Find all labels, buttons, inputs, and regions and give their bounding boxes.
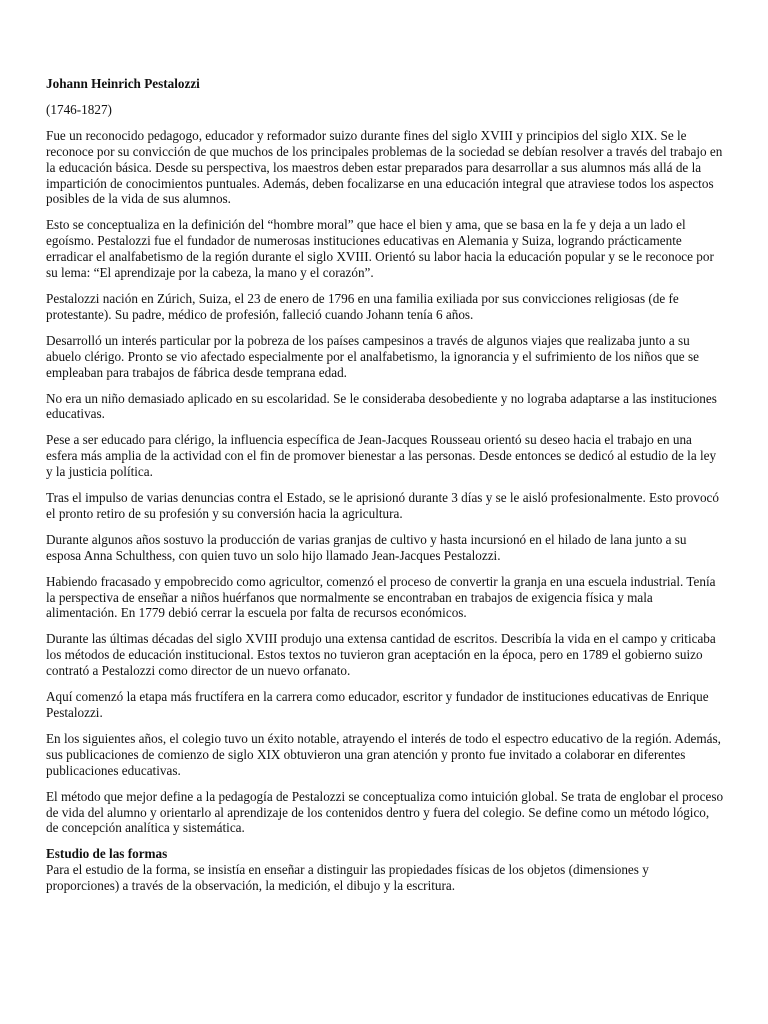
paragraph-8: Durante algunos años sostuvo la producción de varias granjas de cultivo y hasta incursionó en el hilado de lana junto a su esposa Anna Schulthess, con quien tuvo un solo hijo llamado Jean-Jacques Pestalozzi.	[46, 531, 687, 563]
paragraph-12: En los siguientes años, el colegio tuvo un éxito notable, atrayendo el interés de todo el espectro educativo de la región. Además, sus publicaciones de comienzo de siglo XIX obtuvieron una gran atención y pronto fue invitado a colaborar en diferentes publicaciones educativas.	[46, 730, 721, 778]
paragraph-7: Tras el impulso de varias denuncias contra el Estado, se le aprisionó durante 3 días y se le aisló profesionalmente. Esto provocó el pronto retiro de su profesión y su conversión hacia la agricultura.	[46, 490, 720, 521]
paragraph-13: El método que mejor define a la pedagogía de Pestalozzi se conceptualiza como intuición global. Se trata de englobar el proceso de vida del alumno y orientarlo al aprendizaje de los contenidos dentro y fuera del colegio. Se define como un método lógico, de concepción analítica y sistemática.	[46, 788, 724, 836]
document-page	[46, 76, 724, 894]
paragraph-1: Fue un reconocido pedagogo, educador y reformador suizo durante fines del siglo XVIII y principios del siglo XIX. Se le reconoce por su convicción de que muchos de los principales problemas de la sociedad se debían resolver a través del trabajo en la educación básica. Desde su perspectiva, los maestros deben estar preparados para desarrollar a sus alumnos más allá de la impartición de conocimientos puntuales. Además, deben focalizarse en una educación integral que atraviese todos los aspectos posibles de la vida de sus alumnos.	[46, 127, 723, 207]
paragraph-6: Pese a ser educado para clérigo, la influencia específica de Jean-Jacques Rousseau orientó su deseo hacia el trabajo en una esfera más amplia de la actividad con el fin de promover bienestar a las personas. Desde entonces se dedicó al estudio de la ley y la justicia política.	[46, 432, 717, 480]
life-dates: (1746-1827)	[46, 101, 112, 117]
paragraph-2: Esto se conceptualiza en la definición del “hombre moral” que hace el bien y ama, que se basa en la fe y deja a un lado el egoísmo. Pestalozzi fue el fundador de numerosas instituciones educativas en Alemania y Suiza, logrando prácticamente erradicar el analfabetismo de la región durante el siglo XVIII. Orientó su labor hacia la educación popular y se le reconoce por su lema: “El aprendizaje por la cabeza, la mano y el corazón”.	[46, 217, 714, 281]
paragraph-10: Durante las últimas décadas del siglo XVIII produjo una extensa cantidad de escritos. Describía la vida en el campo y criticaba los métodos de educación institucional. Estos textos no tuvieron gran aceptación en la época, pero en 1789 el gobierno suizo contrató a Pestalozzi como director de un nuevo orfanato.	[46, 631, 716, 679]
paragraph-11: Aquí comenzó la etapa más fructífera en la carrera como educador, escritor y fundador de instituciones educativas de Enrique Pestalozzi.	[46, 689, 709, 720]
section-heading: Estudio de las formas	[46, 846, 168, 862]
paragraph-3: Pestalozzi nación en Zúrich, Suiza, el 23 de enero de 1796 en una familia exiliada por sus convicciones religiosas (de fe protestante). Su padre, médico de profesión, falleció cuando Johann tenía 6 años.	[46, 290, 679, 322]
paragraph-9: Habiendo fracasado y empobrecido como agricultor, comenzó el proceso de convertir la granja en una escuela industrial. Tenía la perspectiva de enseñar a niños huérfanos que normalmente se encontraban en trabajos de exigencia física y mala alimentación. En 1779 debió cerrar la escuela por falta de recursos económicos.	[46, 573, 716, 621]
document-title: Johann Heinrich Pestalozzi	[46, 76, 200, 91]
paragraph-5: No era un niño demasiado aplicado en su escolaridad. Se le consideraba desobediente y no lograba adaptarse a las instituciones educativas.	[46, 390, 717, 422]
section-text: Para el estudio de la forma, se insistía en enseñar a distinguir las propiedades físicas de los objetos (dimensiones y proporciones) a través de la observación, la medición, el dibujo y la escritura.	[46, 862, 649, 894]
paragraph-4: Desarrolló un interés particular por la pobreza de los países campesinos a través de algunos viajes que realizaba junto a su abuelo clérigo. Pronto se vio afectado especialmente por el analfabetismo, la ignorancia y el sufrimiento de los niños que se empleaban para trabajos de fábrica desde temprana edad.	[46, 332, 699, 380]
